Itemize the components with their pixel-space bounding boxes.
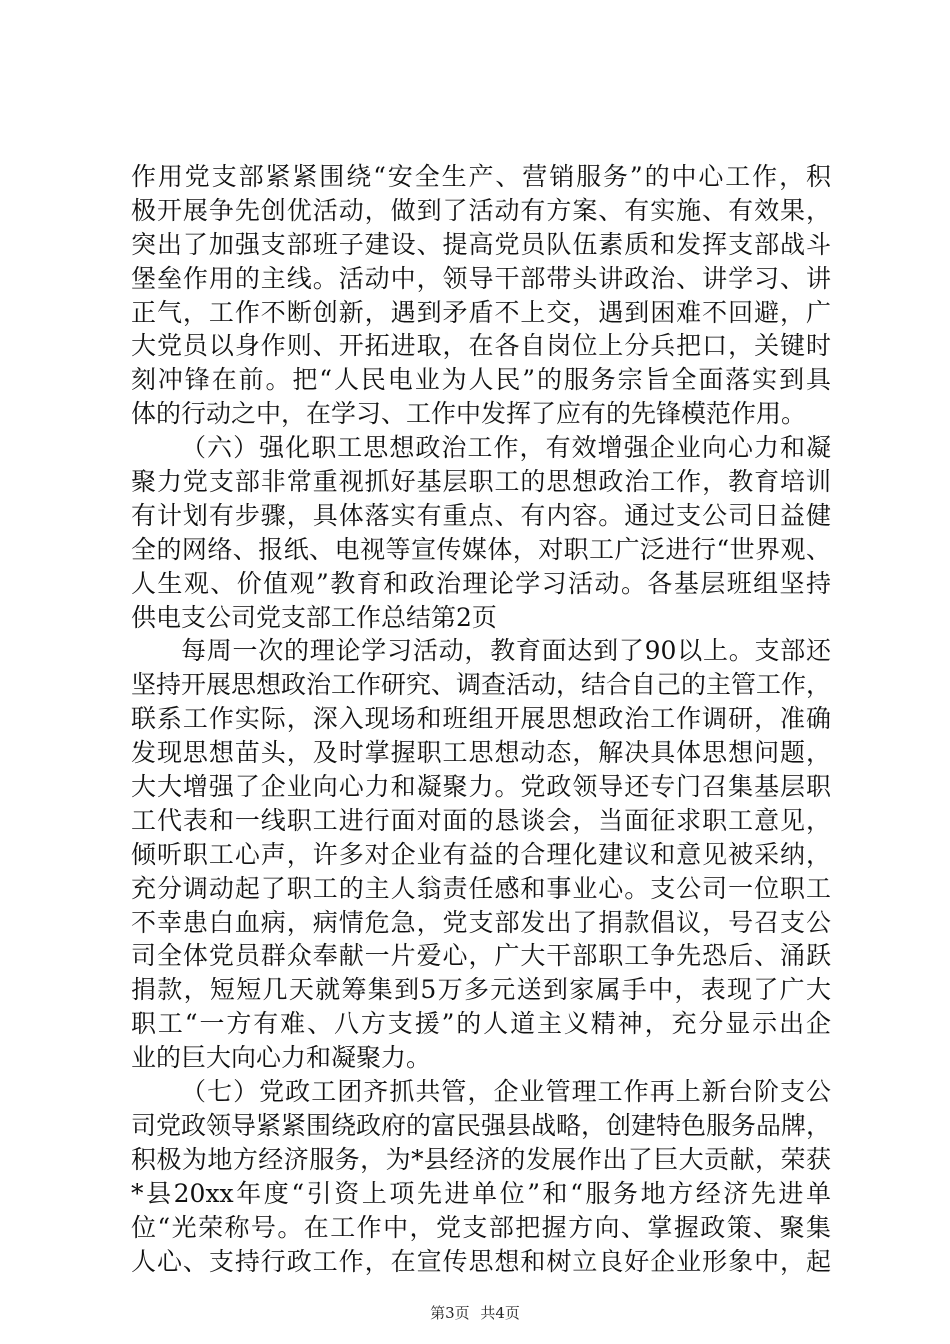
page-marker-line: 供电支公司党支部工作总结第2页 (131, 602, 497, 632)
text-line: 坚持开展思想政治工作研究、调查活动，结合自己的主管工作， (131, 670, 832, 700)
text-line: *县20xx年度“引资上项先进单位”和“服务地方经济先进单 (131, 1178, 831, 1208)
page-total: 共4页 (480, 1304, 520, 1322)
text-line: 捐款，短短几天就筹集到5万多元送到家属手中，表现了广大 (131, 975, 831, 1005)
text-line: 堡垒作用的主线。活动中，领导干部带头讲政治、讲学习、讲 (131, 263, 831, 293)
page-number: 第3页 (430, 1304, 470, 1322)
text-line: 发现思想苗头，及时掌握职工思想动态，解决具体思想问题， (131, 738, 831, 768)
text-line: 体的行动之中，在学习、工作中发挥了应有的先锋模范作用。 (131, 399, 807, 429)
text-line: 充分调动起了职工的主人翁责任感和事业心。支公司一位职工 (131, 873, 831, 903)
text-line: 聚力党支部非常重视抓好基层职工的思想政治工作，教育培训 (131, 467, 831, 497)
text-line: 人心、支持行政工作，在宣传思想和树立良好企业形象中，起 (131, 1246, 831, 1276)
text-line: 突出了加强支部班子建设、提高党员队伍素质和发挥支部战斗 (131, 229, 831, 259)
text-line: 不幸患白血病，病情危急，党支部发出了捐款倡议，号召支公 (131, 907, 831, 937)
text-line: 位“光荣称号。在工作中，党支部把握方向、掌握政策、聚集 (131, 1212, 831, 1242)
document-body (131, 160, 831, 1278)
text-line: 刻冲锋在前。把“人民电业为人民”的服务宗旨全面落实到具 (131, 365, 831, 395)
text-line: 人生观、价值观”教育和政治理论学习活动。各基层班组坚持 (131, 568, 831, 598)
text-line: 工代表和一线职工进行面对面的恳谈会，当面征求职工意见， (131, 805, 831, 835)
text-line: 业的巨大向心力和凝聚力。 (131, 1043, 432, 1073)
page-footer (0, 1303, 950, 1323)
paragraph-heading-line: （六）强化职工思想政治工作，有效增强企业向心力和凝 (181, 433, 831, 463)
text-line: 正气，工作不断创新，遇到矛盾不上交，遇到困难不回避，广 (131, 297, 831, 327)
text-line: 全的网络、报纸、电视等宣传媒体，对职工广泛进行“世界观、 (131, 534, 831, 564)
text-line: 大党员以身作则、开拓进取，在各自岗位上分兵把口，关键时 (131, 331, 831, 361)
text-line: 作用党支部紧紧围绕“安全生产、营销服务”的中心工作，积 (131, 162, 831, 191)
text-line: 职工“一方有难、八方支援”的人道主义精神，充分显示出企 (131, 1009, 831, 1039)
text-line: 联系工作实际，深入现场和班组开展思想政治工作调研，准确 (131, 704, 831, 734)
text-line: 极开展争先创优活动，做到了活动有方案、有实施、有效果， (131, 195, 831, 225)
text-line: 司党政领导紧紧围绕政府的富民强县战略，创建特色服务品牌， (131, 1110, 832, 1140)
text-line: 司全体党员群众奉献一片爱心，广大干部职工争先恐后、涌跃 (131, 941, 831, 971)
text-line: 有计划有步骤，具体落实有重点、有内容。通过支公司日益健 (131, 500, 831, 530)
text-line: 积极为地方经济服务，为*县经济的发展作出了巨大贡献，荣获 (131, 1144, 831, 1174)
text-line: 大大增强了企业向心力和凝聚力。党政领导还专门召集基层职 (131, 772, 831, 802)
paragraph-heading-line: （七）党政工团齐抓共管，企业管理工作再上新台阶支公 (181, 1077, 831, 1107)
text-line: 每周一次的理论学习活动，教育面达到了90以上。支部还 (181, 636, 831, 666)
text-line: 倾听职工心声，许多对企业有益的合理化建议和意见被采纳， (131, 839, 831, 869)
